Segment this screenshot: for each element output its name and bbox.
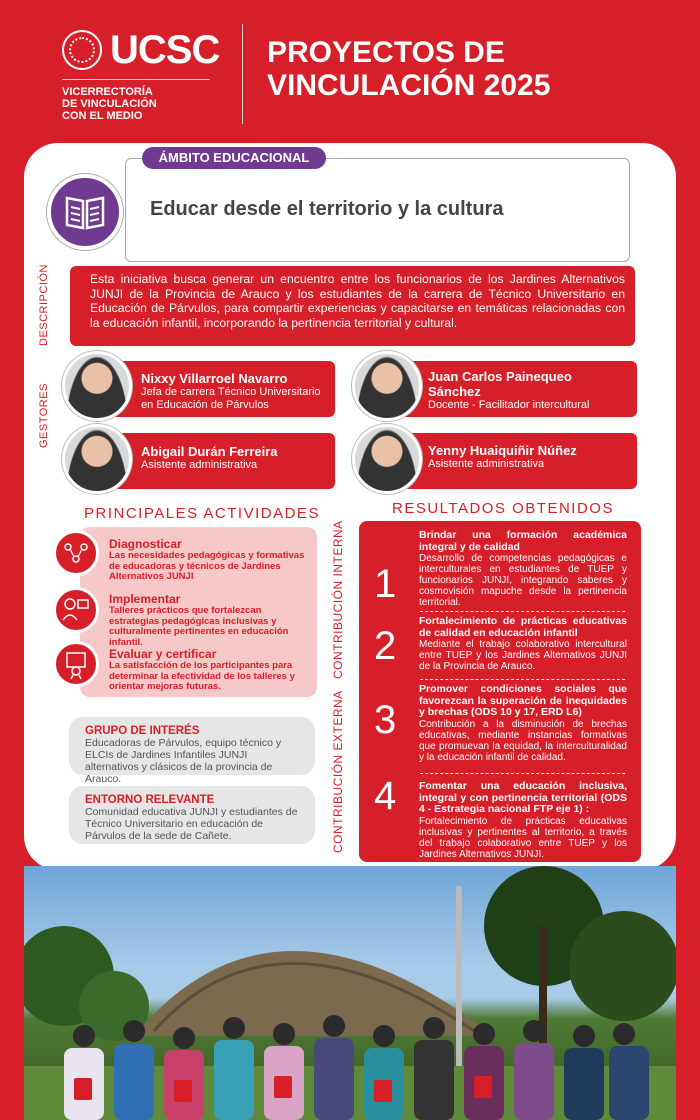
- gestor-name-4: Yenny Huaiquiñir Núñez: [428, 443, 577, 458]
- description-box: Esta iniciativa busca generar un encuentro entre los funcionarios de los Jardines Alternativos JUNJI de la Provincia de Arauco y los estudiantes de la carrera de Técnico Universitario en Educación de Párvulos, para compartir experiencias y capacitarse en temáticas relacionadas con la educación infantil, incorporando la pertinencia territorial y cultural.: [70, 266, 635, 346]
- workshop-icon: [53, 587, 99, 633]
- actividad-title-3: Evaluar y certificar: [109, 647, 217, 661]
- resultado-num-2: 2: [374, 624, 397, 668]
- resultado-3: [419, 684, 627, 763]
- gestor-photo-4: [352, 424, 422, 494]
- vicerrectoria-label: [62, 86, 212, 122]
- gestor-info-3: [141, 444, 333, 472]
- resultados-title: RESULTADOS OBTENIDOS: [392, 500, 614, 517]
- resultado-title-4: Fomentar una educación inclusiva, integral y con pertinencia territorial (ODS 4 - Estrategia nacional FTP eje 1) :: [419, 780, 627, 815]
- gestor-name-3: Abigail Durán Ferreira: [141, 444, 278, 459]
- resultado-num-4: 4: [374, 774, 397, 818]
- gestor-role-1: Jefa de carrera Técnico Universitario en Educación de Párvulos: [141, 386, 321, 411]
- resultado-2: [419, 616, 627, 672]
- resultado-title-1: Brindar una formación académica integral y de calidad: [419, 529, 627, 553]
- vice-line-2: DE VINCULACIÓN: [62, 98, 157, 110]
- resultado-title-2: Fortalecimiento de prácticas educativas de calidad en educación infantil: [419, 615, 627, 639]
- book-icon: [47, 174, 123, 250]
- certificate-icon: [53, 641, 99, 687]
- resultado-4: [419, 781, 627, 860]
- gestor-info-4: [428, 443, 628, 471]
- actividades-title: PRINCIPALES ACTIVIDADES: [84, 505, 320, 522]
- gestor-photo-2: [352, 351, 422, 421]
- entorno-box: [69, 786, 315, 844]
- gestor-role-3: Asistente administrativa: [141, 459, 258, 471]
- vice-line-1: VICERRECTORÍA: [62, 86, 153, 98]
- entorno-text: Comunidad educativa JUNJI y estudiantes de Técnico Universitario en educación de Párvulos de la sede de Cañete.: [85, 806, 298, 842]
- ambito-badge: ÁMBITO EDUCACIONAL: [142, 147, 326, 169]
- resultado-num-1: 1: [374, 562, 397, 606]
- ucsc-seal-icon: [62, 30, 102, 70]
- gestor-photo-3: [62, 424, 132, 494]
- header-divider: [242, 24, 243, 124]
- actividad-title-1: Diagnosticar: [109, 537, 182, 551]
- ucsc-logo: UCSC: [110, 28, 220, 72]
- title-line-1: PROYECTOS DE: [267, 36, 505, 69]
- gestores-label: GESTORES: [38, 383, 50, 448]
- descripcion-label: DESCRIPCIÓN: [38, 264, 50, 346]
- group-photo: [24, 866, 676, 1120]
- resultado-1: [419, 530, 627, 608]
- gestor-role-2: Docente - Facilitador intercultural: [428, 399, 590, 411]
- divider-3: [420, 773, 625, 774]
- divider-2: [420, 679, 625, 680]
- vice-line-3: CON EL MEDIO: [62, 110, 143, 122]
- gestor-photo-1: [62, 351, 132, 421]
- grupo-interes-title: GRUPO DE INTERÉS: [85, 725, 200, 737]
- project-title: Educar desde el territorio y la cultura: [150, 198, 504, 220]
- resultado-title-3: Promover condiciones sociales que favorezcan la superación de inequidades y brechas (ODS 10 y 17, ERD L6): [419, 683, 627, 718]
- contribucion-interna-label: CONTRIBUCIÓN INTERNA: [331, 520, 345, 679]
- logo-divider: [62, 79, 210, 80]
- actividad-1: [109, 537, 307, 583]
- actividad-title-2: Implementar: [109, 592, 181, 606]
- grupo-interes-box: [69, 717, 315, 785]
- gestor-role-4: Asistente administrativa: [428, 458, 545, 470]
- title-line-2: VINCULACIÓN 2025: [267, 69, 551, 102]
- entorno-title: ENTORNO RELEVANTE: [85, 794, 215, 806]
- resultado-text-3: Contribución a la disminución de brechas educativas, mediante instancias formativas que promuevan la equidad, la interculturalidad y la educación infantil de calidad.: [419, 718, 627, 763]
- resultado-text-2: Mediante el trabajo colaborativo intercultural entre TUEP y los Jardines Alternativos JUNJI de la Provincia de Arauco.: [419, 639, 627, 672]
- page-title: [267, 36, 667, 102]
- actividad-text-1: Las necesidades pedagógicas y formativas de educadoras y técnicos de Jardines Alternativos JUNJI: [109, 550, 305, 582]
- actividad-text-2: Talleres prácticos que fortalezcan estrategias pedagógicas inclusivas y culturalmente pertinentes en educación infantil.: [109, 605, 289, 648]
- divider-1: [420, 611, 625, 612]
- gestor-info-2: [428, 369, 628, 412]
- actividad-2: [109, 592, 307, 648]
- contribucion-externa-label: CONTRIBUCIÓN EXTERNA: [331, 690, 345, 853]
- gestor-name-2: Juan Carlos Painequeo Sánchez: [428, 369, 572, 399]
- gestor-name-1: Nixxy Villarroel Navarro: [141, 371, 288, 386]
- gestor-info-1: [141, 371, 333, 412]
- people-network-icon: [53, 530, 99, 576]
- grupo-interes-text: Educadoras de Párvulos, equipo técnico y ELCIs de Jardines Infantiles JUNJI alternativos y clásicos de la provincia de Arauco.: [85, 737, 282, 785]
- actividad-3: [109, 647, 307, 693]
- resultado-num-3: 3: [374, 698, 397, 742]
- resultado-text-4: Fortalecimiento de prácticas educativas inclusivas y pertinentes al territorio, a través del trabajo colaborativo entre TUEP y los Jardines Alternativos JUNJI.: [419, 815, 627, 860]
- resultado-text-1: Desarrollo de competencias pedagógicas e interculturales en estudiantes de TUEP y funcionarios JUNJI, integrando saberes y cosmovisión mapuche desde la pertinencia territorial.: [419, 553, 627, 608]
- actividad-text-3: La satisfacción de los participantes para determinar la efectividad de los talleres y orientar mejoras futuras.: [109, 660, 295, 692]
